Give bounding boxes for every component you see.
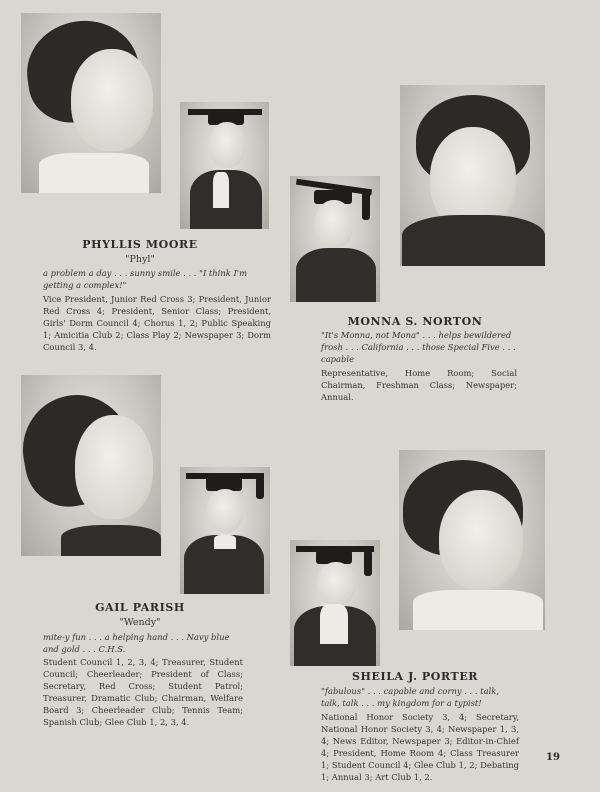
student-nickname-phyllis-moore: "Phyl" [125, 254, 155, 265]
cap-gown-photo-monna-norton [290, 176, 380, 302]
portrait-photo-phyllis-moore [21, 13, 161, 193]
student-activities-monna-norton: Representative, Home Room; Social Chairman, Freshman Class; Newspaper; Annual. [321, 368, 517, 402]
student-name-gail-parish: GAIL PARISH [95, 601, 185, 614]
page-number: 19 [546, 752, 560, 763]
student-quote-monna-norton: "It's Monna, not Mona" . . . helps bewildered frosh . . . California . . . those Special Five . . . capable [321, 330, 516, 364]
portrait-photo-sheila-porter [399, 450, 545, 630]
student-quote-sheila-porter: "fabulous" . . . capable and corny . . . talk, talk, talk . . . my kingdom for a typist! [321, 686, 499, 708]
portrait-photo-gail-parish [21, 375, 161, 556]
student-nickname-gail-parish: "Wendy" [119, 617, 161, 628]
student-quote-phyllis-moore: a problem a day . . . sunny smile . . . "I think I'm getting a complex!" [43, 268, 248, 290]
cap-gown-photo-gail-parish [180, 467, 270, 594]
student-name-sheila-porter: SHEILA J. PORTER [351, 670, 479, 683]
cap-gown-photo-phyllis-moore [180, 102, 269, 229]
student-activities-sheila-porter: National Honor Society 3, 4; Secretary, National Honor Society 3, 4; Newspaper 1, 3, 4; News Editor, Newspaper 3; Editor-in-Chief 4; President, Home Room 4; Class Treasurer 1; Student Council 4; Glee Club 1, 2; Debating 1; Annual 3; Art Club 1, 2. [321, 712, 519, 782]
student-name-phyllis-moore: PHYLLIS MOORE [82, 238, 198, 251]
cap-gown-photo-sheila-porter [290, 540, 380, 666]
student-name-monna-norton: MONNA S. NORTON [347, 315, 483, 328]
portrait-photo-monna-norton [400, 85, 545, 266]
student-activities-gail-parish: Student Council 1, 2, 3, 4; Treasurer, Student Council; Cheerleader; President of Class; Secretary, Red Cross; Student Patrol; Treasurer, Dramatic Club; Chairman, Welfare Board 3; Cheerleader Club; Tennis Team; Spanish Club; Glee Club 1, 2, 3, 4. [43, 657, 243, 727]
student-activities-phyllis-moore: Vice President, Junior Red Cross 3; President, Junior Red Cross 4; President, Senior Class; President, Girls' Dorm Council 4; Chorus 1, 2; Public Speaking 1; Amicitia Club 2; Class Play 2; Newspaper 3; Dorm Council 3, 4. [43, 294, 271, 352]
student-quote-gail-parish: mite-y fun . . . a helping hand . . . Navy blue and gold . . . C.H.S. [43, 632, 230, 654]
